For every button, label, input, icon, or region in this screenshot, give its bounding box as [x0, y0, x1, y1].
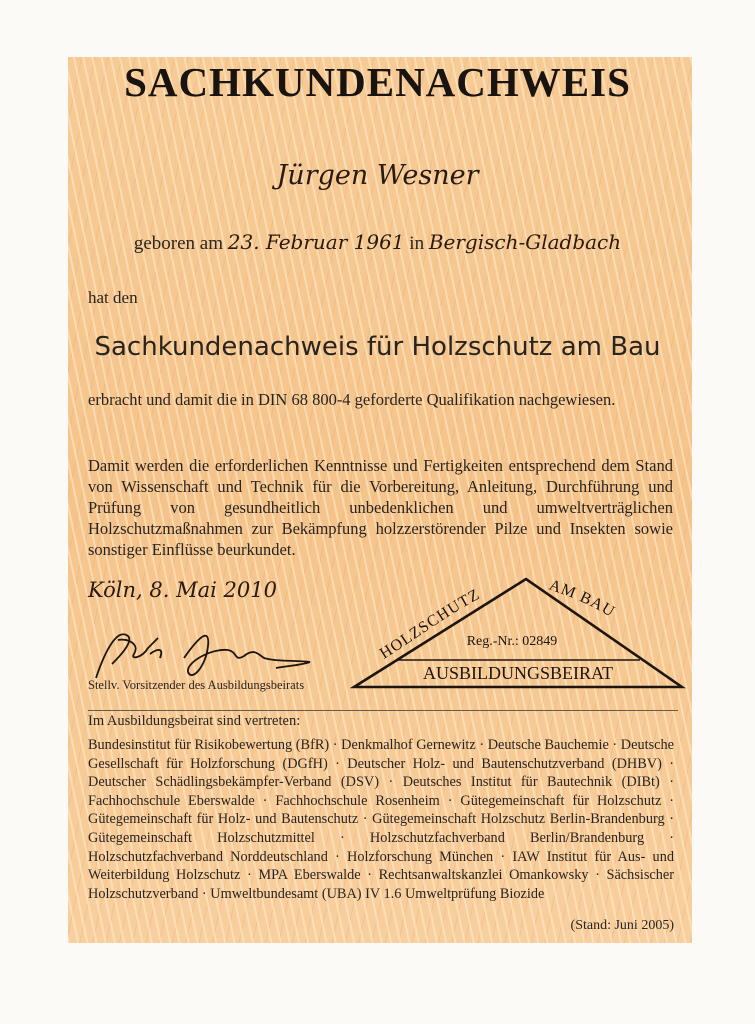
- certificate-title: SACHKUNDENACHWEIS: [124, 59, 631, 105]
- recipient-name: Jürgen Wesner: [276, 160, 479, 191]
- place-date: Köln, 8. Mai 2010: [88, 578, 277, 602]
- hat-den-text: hat den: [88, 288, 138, 307]
- svg-text:AM BAU: [547, 577, 618, 621]
- certification-paragraph: Damit werden die erforderlichen Kenntnisse und Fertigkeiten entsprechend dem Stand von Wissenschaft und Technik für die Vorbereitung, Anleitung, Durchführung und Prüfung von gesundheitlich unbedenklichen und umweltverträglichen Holzschutzmaßnahmen zur Bekämpfung holzzerstörender Pilze und Insekten sowie sonstiger Einflüsse beurkundet.: [88, 456, 673, 559]
- birth-line: [0, 230, 755, 255]
- stamp-bottom-text: AUSBILDUNGSBEIRAT: [422, 663, 614, 683]
- stamp-arc-right: AM BAU: [546, 577, 619, 621]
- members-list: Bundesinstitut für Risikobewertung (BfR) · Denkmalhof Gernewitz · Deutsche Bauchemie · Deutsche Gesellschaft für Holzforschung (DGfH) · Deutscher Holz- und Bautenschutzverband (DHBV) · Deutscher Schädlingsbekämpfer-Verband (DSV) · Deutsches Institut für Bautechnik (DIBt) · Fachhochschule Eberswalde · Fachhochschule Rosenheim · Gütegemeinschaft für Holzschutz · Gütegemeinschaft für Holz- und Bautenschutz · Gütegemeinschaft Holzschutz Berlin-Brandenburg · Gütegemeinschaft Holzschutzmittel · Holzschutzfachverband Berlin/Brandenburg · Holzschutzfachverband Norddeutschland · Holzforschung München · IAW Institut für Aus- und Weiterbildung Holzschutz · MPA Eberswalde · Rechtsanwaltskanzlei Omankowsky · Sächsischer Holzschutzverband · Umweltbundesamt (UBA) IV 1.6 Umweltprüfung Biozide: [88, 737, 674, 902]
- stamp-reg-nr: Reg.-Nr.: 02849: [466, 634, 558, 649]
- birth-place: Bergisch-Gladbach: [428, 230, 622, 254]
- born-prefix: geboren am: [133, 233, 224, 254]
- signature-label: Stellv. Vorsitzender des Ausbildungsbeirats: [88, 678, 305, 692]
- qualification-paragraph: erbracht und damit die in DIN 68 800-4 geforderte Qualifikation nachgewiesen.: [88, 390, 616, 409]
- certificate-subject: Sachkundenachweis für Holzschutz am Bau: [94, 332, 661, 362]
- svg-text:HOLZSCHUTZ: [377, 586, 483, 663]
- ausbildungsbeirat-stamp: [350, 577, 686, 691]
- birth-date: 23. Februar 1961: [227, 230, 405, 254]
- stamp-arc-left: HOLZSCHUTZ: [376, 585, 483, 663]
- stand-date: (Stand: Juni 2005): [570, 918, 674, 933]
- members-heading: Im Ausbildungsbeirat sind vertreten:: [88, 713, 301, 729]
- divider: [88, 710, 678, 711]
- born-in: in: [409, 233, 425, 254]
